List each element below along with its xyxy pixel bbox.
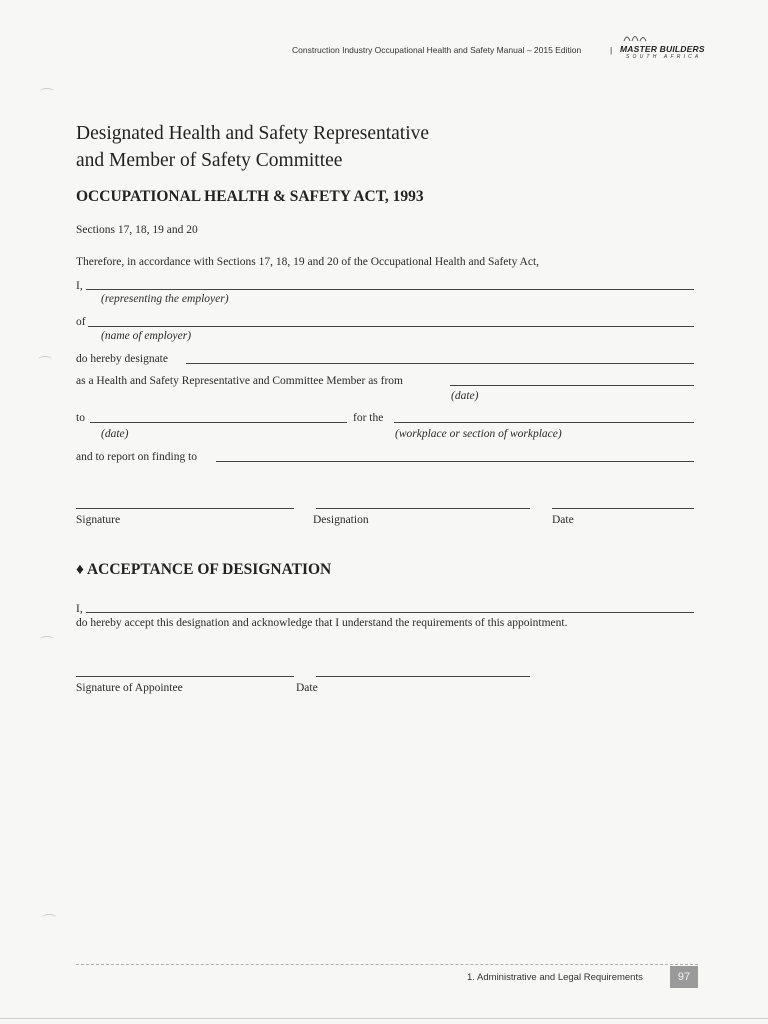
employer-field[interactable] xyxy=(88,326,694,327)
signature-appointee-label: Signature of Appointee xyxy=(76,682,183,694)
sections-text: Sections 17, 18, 19 and 20 xyxy=(76,224,198,236)
date-hint-2: (date) xyxy=(101,428,129,440)
acceptance-heading-text: ACCEPTANCE OF DESIGNATION xyxy=(86,561,332,578)
as-from-label: as a Health and Safety Representative and Committee Member as from xyxy=(76,375,404,387)
footer-divider xyxy=(76,964,698,965)
acceptance-date-label: Date xyxy=(296,682,318,694)
designation-label: Designation xyxy=(313,514,369,526)
therefore-text: Therefore, in accordance with Sections 17, 18, 19 and 20 of the Occupational Health and Safety Act, xyxy=(76,256,540,268)
of-label: of xyxy=(76,316,86,328)
i-label: I, xyxy=(76,280,83,292)
representing-hint: (representing the employer) xyxy=(101,293,229,305)
representative-name-field[interactable] xyxy=(86,289,694,290)
designation-field[interactable] xyxy=(316,508,530,509)
acceptance-i-label: I, xyxy=(76,603,83,615)
acceptance-statement: do hereby accept this designation and acknowledge that I understand the requirements of this appointment. xyxy=(76,617,568,629)
title-line-1: Designated Health and Safety Representative xyxy=(76,123,430,144)
designee-field[interactable] xyxy=(186,363,694,364)
page-title xyxy=(76,120,429,174)
act-heading: OCCUPATIONAL HEALTH & SAFETY ACT, 1993 xyxy=(76,188,424,205)
header-separator: | xyxy=(610,45,613,55)
scan-mark xyxy=(42,914,56,921)
for-the-label: for the xyxy=(353,412,384,424)
appointee-name-field[interactable] xyxy=(86,612,694,613)
workplace-field[interactable] xyxy=(394,422,694,423)
acceptance-heading xyxy=(76,561,331,579)
signature-field[interactable] xyxy=(76,508,294,509)
designate-label: do hereby designate xyxy=(76,353,168,365)
appointee-signature-field[interactable] xyxy=(76,676,294,677)
date-label: Date xyxy=(552,514,574,526)
scan-mark xyxy=(38,356,52,363)
to-date-field[interactable] xyxy=(90,422,347,423)
manual-title: Construction Industry Occupational Health and Safety Manual – 2015 Edition xyxy=(292,45,582,55)
footer-section: 1. Administrative and Legal Requirements xyxy=(467,972,643,983)
date-hint-1: (date) xyxy=(451,390,479,402)
logo-main-text: MASTER BUILDERS xyxy=(620,44,705,54)
workplace-hint: (workplace or section of workplace) xyxy=(395,428,562,440)
signature-label: Signature xyxy=(76,514,121,526)
title-line-2: and Member of Safety Committee xyxy=(76,150,343,171)
page-number: 97 xyxy=(670,966,698,988)
to-label: to xyxy=(76,412,85,424)
from-date-field[interactable] xyxy=(450,385,694,386)
diamond-bullet-icon: ♦ xyxy=(76,561,84,578)
report-to-field[interactable] xyxy=(216,461,694,462)
logo-figures-icon xyxy=(622,31,652,43)
report-label: and to report on finding to xyxy=(76,451,198,463)
date-field[interactable] xyxy=(552,508,694,509)
scan-mark xyxy=(40,636,54,643)
name-employer-hint: (name of employer) xyxy=(101,330,192,342)
scan-mark xyxy=(40,88,54,95)
logo-sub-text: SOUTH AFRICA xyxy=(626,54,702,60)
appointee-date-field[interactable] xyxy=(316,676,530,677)
page-edge xyxy=(0,1018,768,1019)
